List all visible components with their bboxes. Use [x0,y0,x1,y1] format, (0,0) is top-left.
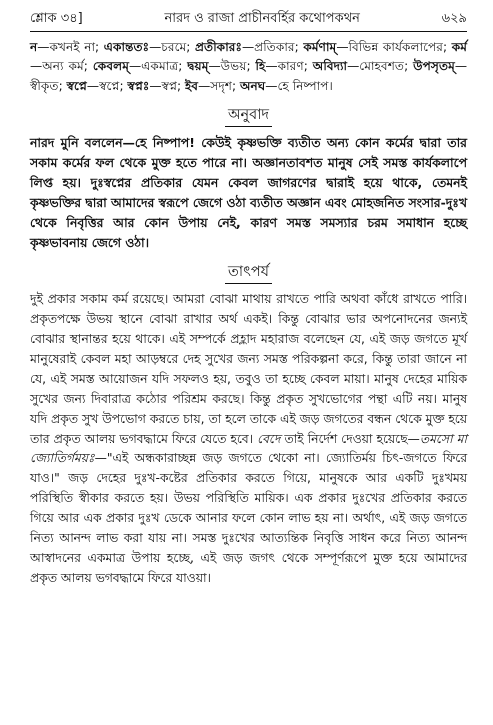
synonym-meaning: স্বীকৃত [30,78,59,93]
synonym-word: প্রতীকারঃ [194,40,242,54]
synonyms-paragraph: ন—কখনই না; একান্ততঃ—চরমে; প্রতীকারঃ—প্রতিকার; কর্মণাম্—বিভিন্ন কার্যকলাপের; কর্ম—অন্য কর্ম; কেবলম্—একমাত্র; দ্বয়ম্—উভয়; হি—কারণ; অবিদ্যা—মোহবশত; উপসৃতম্—স্বীকৃত; স্বপ্নে—স্বপ্নে; স্বপ্নঃ—স্বপ্ন; ইব—সদৃশ; অনঘ—হে নিষ্পাপ। [30,40,468,93]
synonym-word: উপসৃতম্ [413,59,455,74]
running-header [30,10,467,28]
synonym-meaning: বিভিন্ন কার্যকলাপের [348,40,443,54]
synonym-meaning: একমাত্র [141,59,179,74]
synonym-word: স্বপ্নঃ [127,78,150,93]
synonym-word: অবিদ্যা [312,59,348,74]
synonym-meaning: কখনই না [49,40,96,54]
vedas-reference: বেদে [257,431,281,446]
synonym-meaning: মোহবশত [359,59,405,74]
translation-heading-text: অনুবাদ [225,105,272,127]
synonym-word: কেবলম্ [92,59,129,74]
page-number: ৬২৯ [441,11,467,26]
chapter-title: নারদ ও রাজা প্রাচীনবর্হির কথোপকথন [164,11,360,26]
purport-part-3: —"এই অন্ধকারাচ্ছন্ন জড় জগতে থেকো না। জ্যোতির্ময় চিৎ-জগতে ফিরে যাও।" জড় দেহের দুঃখ-কষ্টের প্রতিকার করতে গিয়ে, মানুষকে আর একটি দুঃখময় পরিস্থিতি স্বীকার করতে হয়। উভয় পরিস্থিতি মায়িক। এক প্রকার দুঃখের প্রতিকার করতে গিয়ে আর এক প্রকার দুঃখ ডেকে আনার ফলে কোন লাভ হয় না। অর্থাৎ, এই জড় জগতে নিত্য আনন্দ লাভ করা যায় না। সমস্ত দুঃখের আত্যন্তিক নিবৃত্তি সাধন করে নিত্য আনন্দ আস্বাদনের একমাত্র উপায় হচ্ছে, এই জড় জগৎ থেকে সম্পূর্ণরূপে মুক্ত হয়ে আমাদের প্রকৃত আলয় ভগবদ্ধামে ফিরে যাওয়া। [30,451,467,585]
purport-part-2: তাই নির্দেশ দেওয়া হয়েছে— [280,431,420,446]
synonym-word: হি [255,59,266,74]
synonym-meaning: সদৃশ [210,78,232,93]
synonym-word: একান্ততঃ [103,40,150,54]
synonym-meaning: অন্য কর্ম [42,59,84,74]
purport-text [30,290,467,589]
sanskrit-quote: তমসো মা জ্যোতির্গময়ঃ [30,431,467,466]
header-rule [30,31,467,32]
synonym-meaning: উভয় [220,59,247,74]
synonym-word: কর্মণাম্ [303,40,337,54]
synonym-word: অনঘ [239,78,266,93]
purport-part-1: দুই প্রকার সকাম কর্ম রয়েছে। আমরা বোঝা মাথায় রাখতে পারি অথবা কাঁধে রাখতে পারি। প্রকৃতপক্ষে উভয় স্থানে বোঝা রাখার অর্থ একই। কিন্তু বোঝার ভার অপনোদনের জন্যই বোঝার স্থানান্তর হয়ে থাকে। এই সম্পর্কে প্রহ্লাদ মহারাজ বলেছেন যে, এই জড় জগতে মূর্খ মানুষেরাই কেবল মহা আড়ম্বরে দেহ সুখের জন্য সমস্ত পরিকল্পনা করে, কিন্তু তারা জানে না যে, এই সমস্ত আয়োজন যদি সফলও হয়, তবুও তা হচ্ছে কেবল মায়া। মানুষ দেহের মায়িক সুখের জন্য দিবারাত্র কঠোর পরিশ্রম করছে। কিন্তু প্রকৃত সুখভোগের পন্থা এটি নয়। মানুষ যদি প্রকৃত সুখ উপভোগ করতে চায়, তা হলে তাকে এই জড় জগতের বন্ধন থেকে মুক্ত হয়ে তার প্রকৃত আলয় ভগবদ্ধামে ফিরে যেতে হবে। [30,292,467,446]
synonym-meaning: স্বপ্ন [161,78,177,93]
purport-heading [30,262,467,284]
verse-reference: শ্লোক ৩৪] [30,11,83,26]
synonym-meaning: হে নিষ্পাপ। [277,78,333,93]
synonym-meaning: চরমে [161,40,187,54]
synonym-word: স্বপ্নে [66,78,87,93]
synonym-meaning: কারণ [277,59,304,74]
synonym-word: ইব [184,78,199,93]
synonym-word: ন [30,40,38,54]
synonym-word: কর্ম [451,40,467,54]
synonym-meaning: প্রতিকার [254,40,295,54]
translation-text: নারদ মুনি বললেন—হে নিষ্পাপ! কেউই কৃষ্ণভক্তি ব্যতীত অন্য কোন কর্মের দ্বারা তার সকাম কর্মের ফল থেকে মুক্ত হতে পারে না। অজ্ঞানতাবশত মানুষ সেই সমস্ত কার্যকলাপে লিপ্ত হয়। দুঃস্বপ্নের প্রতিকার যেমন কেবল জাগরণের দ্বারাই হয়ে থাকে, তেমনই কৃষ্ণভক্তির দ্বারা আমাদের স্বরূপে জেগে ওঠা ব্যতীত অজ্ঞান এবং মোহজনিত সংসার-দুঃখ থেকে নিবৃত্তির আর কোন উপায় নেই, কারণ সমস্ত সমস্যার চরম সমাধান হচ্ছে কৃষ্ণভাবনায় জেগে ওঠা। [30,135,467,251]
synonym-meaning: স্বপ্নে [99,78,120,93]
purport-heading-text: তাৎপর্য [225,262,272,284]
translation-heading [30,105,467,127]
synonym-word: দ্বয়ম্ [187,59,209,74]
